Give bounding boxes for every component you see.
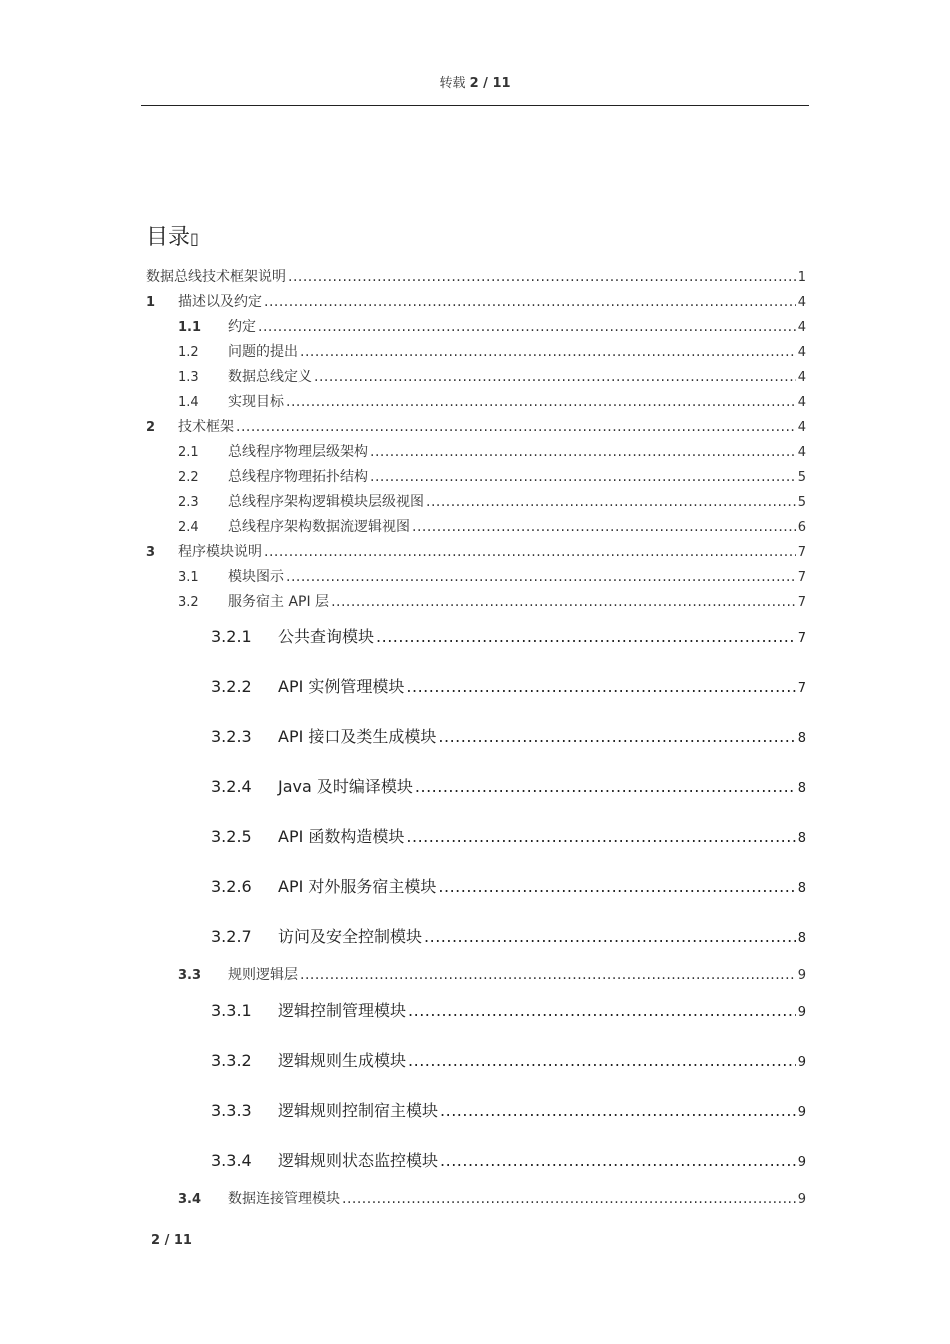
header-prefix: 转载 [439,76,466,91]
toc-entry[interactable]: 数据总线技术框架说明 ..... 1 [146,266,806,286]
toc-entry[interactable]: 3.2.5 API 函数构造模块 ..... 8 [211,824,806,847]
toc-entry[interactable]: 3.2.4 Java 及时编译模块 ..... 8 [211,774,806,797]
toc-entry[interactable]: 3.2 服务宿主 API 层 ..... 7 [178,591,806,611]
toc-entry[interactable]: 3.2.6 API 对外服务宿主模块 ..... 8 [211,874,806,897]
page-footer: 2 / 11 [151,1233,192,1248]
toc-entry[interactable]: 3.3.2 逻辑规则生成模块 ..... 9 [211,1048,806,1071]
toc-entry[interactable]: 1 描述以及约定 ..... 4 [146,291,806,311]
toc-entry[interactable]: 3 程序模块说明 ..... 7 [146,541,806,561]
toc-entry[interactable]: 1.1 约定 ..... 4 [178,316,806,336]
toc-entry[interactable]: 2.3 总线程序架构逻辑模块层级视图 ..... 5 [178,491,806,511]
toc-entry[interactable]: 1.3 数据总线定义 ..... 4 [178,366,806,386]
toc-entry[interactable]: 3.4 数据连接管理模块 ..... 9 [178,1188,806,1208]
toc-entry[interactable]: 3.2.1 公共查询模块 ..... 7 [211,624,806,647]
toc-entry[interactable]: 2.2 总线程序物理拓扑结构 ..... 5 [178,466,806,486]
toc-entry[interactable]: 3.3.4 逻辑规则状态监控模块 ..... 9 [211,1148,806,1171]
toc-entry[interactable]: 3.2.3 API 接口及类生成模块 ..... 8 [211,724,806,747]
toc-entry[interactable]: 3.2.7 访问及安全控制模块 ..... 8 [211,924,806,947]
toc-entry[interactable]: 1.2 问题的提出 ..... 4 [178,341,806,361]
toc-entry[interactable]: 3.2.2 API 实例管理模块 ..... 7 [211,674,806,697]
toc-title: 目录▯ [146,225,199,250]
toc-entry[interactable]: 1.4 实现目标 ..... 4 [178,391,806,411]
toc-entry[interactable]: 3.3 规则逻辑层 ..... 9 [178,964,806,984]
header-page-number: 2 / 11 [469,76,511,91]
toc-entry[interactable]: 3.3.1 逻辑控制管理模块 ..... 9 [211,998,806,1021]
toc-entry[interactable]: 3.3.3 逻辑规则控制宿主模块 ..... 9 [211,1098,806,1121]
toc-entry[interactable]: 2 技术框架 ..... 4 [146,416,806,436]
toc-entry[interactable]: 2.4 总线程序架构数据流逻辑视图 ..... 6 [178,516,806,536]
toc-entry[interactable]: 3.1 模块图示 ..... 7 [178,566,806,586]
toc-entry[interactable]: 2.1 总线程序物理层级架构 ..... 4 [178,441,806,461]
